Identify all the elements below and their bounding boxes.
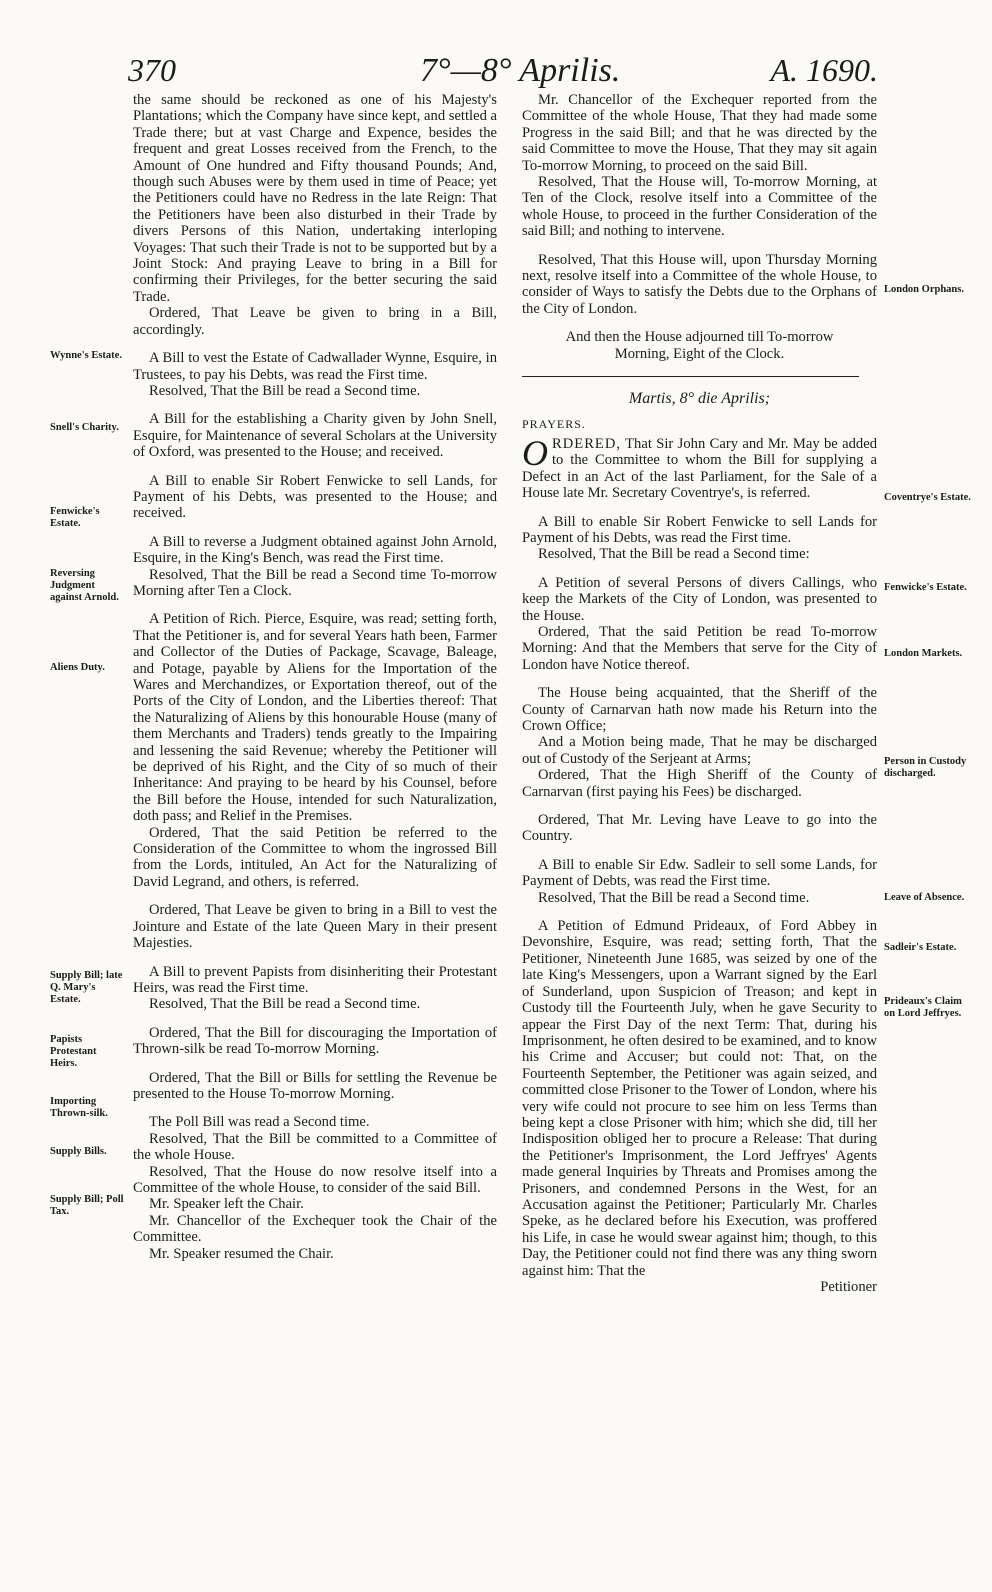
margin-note: Fenwicke's Estate. <box>884 582 967 593</box>
margin-note: Supply Bills. <box>50 1146 107 1157</box>
paragraph: Mr. Speaker left the Chair. <box>149 1196 304 1213</box>
page-header <box>120 52 890 96</box>
margin-note: Sadleir's Estate. <box>884 942 957 953</box>
paragraph: A Bill to reverse a Judgment obtained against John Arnold, Esquire, in the King's Bench, was read the First time. <box>133 533 497 567</box>
margin-note: Aliens Duty. <box>50 662 105 673</box>
page-number: 370 <box>128 52 176 88</box>
ordered-text: That Sir John Cary and Mr. May be added to the Committee to whom the Bill for supplying a Defect in an Act of the last Parliament, for the Sale of a House late Mr. Secretary Coventrye's, is referred. <box>522 435 877 502</box>
margin-note: Fenwicke's Estate. <box>50 506 100 529</box>
prayers-label: PRAYERS. <box>522 416 586 431</box>
margin-note: Importing Thrown-silk. <box>50 1096 108 1119</box>
paragraph: Resolved, That the Bill be committed to a Committee of the whole House. <box>133 1130 497 1164</box>
paragraph: Resolved, That this House will, upon Thursday Morning next, resolve itself into a Committee of the whole House, to consider of Ways to satisfy the Debts due to the Orphans of the City of London. <box>522 251 877 317</box>
paragraph: Resolved, That the Bill be read a Second time To-morrow Morning after Ten a Clock. <box>133 566 497 599</box>
margin-note: London Markets. <box>884 648 963 659</box>
paragraph: A Bill to prevent Papists from disinheriting their Protestant Heirs, was read the First time. <box>133 963 497 996</box>
paragraph: Mr. Chancellor of the Exchequer reported from the Committee of the whole House, That they had made some Progress in the said Bill; and that he was directed by the said Committee to move the House, That they may sit again To-morrow Morning, to proceed on the said Bill. <box>522 92 877 174</box>
adjournment: And then the House adjourned till To-morrow Morning, Eight of the Clock. <box>565 329 834 362</box>
right-column <box>522 92 877 1295</box>
page-date: 7°—8° Aprilis. <box>420 52 621 89</box>
catchword: Petitioner <box>820 1279 877 1295</box>
paragraph: Resolved, That the Bill be read a Second time. <box>149 382 421 399</box>
ordered-caps: RDERED, <box>552 435 622 452</box>
paragraph: A Petition of Edmund Prideaux, of Ford Abbey in Devonshire, Esquire, was read; setting forth, That the Petitioner, Nineteenth June 1685, was seized by one of the late King's Messengers, upon a Warrant signed by the Earl of Sunderland, upon Suspicion of Treason; and kept in Custody till the Fourteenth July, when he gave Security to appear the First Day of the next Term: That, during his Imprisonment, he often desired to be examined, and to know his Crime and Accuser; but could not: That, on the Fourteenth September, the Petitioner was again seized, and committed close Prisoner to the Tower of London, where his very wife could not procure to see him on less Terms than being kept a close Prisoner with him; which she did, till her Indisposition obliged her to procure a Release: That during the Petitioner's Imprisonment, the Lord Jeffryes' Agents made general Inquiries by Threats and Promises among the Prisoners, and condemned Persons in the West, for an Accusation against the Petitioner; Particularly Mr. Charles Speke, as he declared before his Execution, was proffered his Life, in case he would swear against him; though, to this Day, the Petitioner could not find there was any thing sworn against him: That the <box>522 918 877 1279</box>
margin-note: Snell's Charity. <box>50 422 119 433</box>
day-heading: Martis, 8° die Aprilis; <box>628 390 771 408</box>
paragraph: The Poll Bill was read a Second time. <box>149 1114 370 1131</box>
paragraph: Mr. Speaker resumed the Chair. <box>149 1245 334 1262</box>
margin-note: Leave of Absence. <box>884 892 965 903</box>
paragraph: Ordered, That the said Petition be read To-morrow Morning: And that the Members that serve for the City of London have Notice thereof. <box>522 623 877 673</box>
paragraph: A Bill for the establishing a Charity given by John Snell, Esquire, for Maintenance of several Scholars at the University of Oxford, was presented to the House; and received. <box>133 411 497 461</box>
paragraph: The House being acquainted, that the Sheriff of the County of Carnarvan hath now made his Return into the Crown Office; <box>522 685 877 734</box>
paragraph: Resolved, That the Bill be read a Second time. <box>149 996 421 1013</box>
left-column <box>133 92 497 1262</box>
paragraph: A Petition of Rich. Pierce, Esquire, was read; setting forth, That the Petitioner is, and for several Years hath been, Farmer and Collector of the Duties of Package, Scavage, Baleage, and Potage, payable by Aliens for the Importation of the Wares and Merchandizes, or Exportation thereof, out of the Ports of the City of London, and the Liberties thereof: That the Naturalizing of Aliens by this honourable House (many of them Merchants and Traders) tends greatly to the Impairing and lessening the said Revenue; whereby the Petitioner will be deprived of his Right, and the City of so much of their Inheritance: And praying to be heard by his Counsel, before the Bill before the House, intended for such Naturalization, doth pass; and Relief in the Premises. <box>133 611 497 825</box>
paragraph <box>522 432 877 502</box>
paragraph: A Bill to vest the Estate of Cadwallader Wynne, Esquire, in Trustees, to pay his Debts, was read the First time. <box>133 350 497 383</box>
paragraph: A Bill to enable Sir Edw. Sadleir to sell some Lands, for Payment of Debts, was read the First time. <box>522 856 877 890</box>
margin-note: Wynne's Estate. <box>50 350 122 361</box>
paragraph: Ordered, That the Bill or Bills for settling the Revenue be presented to the House To-morrow Morning. <box>133 1069 497 1102</box>
paragraph: the same should be reckoned as one of his Majesty's Plantations; which the Company have since kept, and settled a Trade there; but at vast Charge and Expence, besides the frequent and great Losses received from the French, to the Amount of One hundred and Fifty thousand Pounds; And, though such Abuses were by them used in time of Peace; yet the Petitioners could have no Redress in the late Reign: That the Petitioners have been also disturbed in their Trade by divers Persons of this Nation, undertaking interloping Voyages: That such their Trade is not to be supported but by a Joint Stock: And praying Leave to bring in a Bill for confirming their Privileges, for the better securing the said Trade. <box>133 92 497 305</box>
margin-note: London Orphans. <box>884 284 964 295</box>
margin-note: Supply Bill; Poll Tax. <box>50 1194 124 1217</box>
paragraph: Resolved, That the Bill be read a Second time. <box>538 889 810 906</box>
page-year: A. 1690. <box>770 52 878 88</box>
paragraph: Mr. Chancellor of the Exchequer took the Chair of the Committee. <box>133 1212 497 1246</box>
margin-note: Supply Bill; late Q. Mary's Estate. <box>50 970 123 1005</box>
paragraph: A Bill to enable Sir Robert Fenwicke to sell Lands, for Payment of his Debts, was presented to the House; and received. <box>133 472 497 522</box>
paragraph: And a Motion being made, That he may be discharged out of Custody of the Serjeant at Arms; <box>522 734 877 767</box>
margin-note: Reversing Judgment against Arnold. <box>50 568 119 603</box>
margin-note: Person in Custody discharged. <box>884 756 967 779</box>
paragraph: Resolved, That the House will, To-morrow Morning, at Ten of the Clock, resolve itself into a Committee of the whole House, to proceed in the further Consideration of the said Bill; and nothing to intervene. <box>522 174 877 240</box>
paragraph: Ordered, That the High Sheriff of the County of Carnarvan (first paying his Fees) be discharged. <box>522 767 877 800</box>
margin-note: Coventrye's Estate. <box>884 492 971 503</box>
paragraph: Resolved, That the Bill be read a Second time: <box>538 546 810 563</box>
paragraph: Ordered, That Leave be given to bring in a Bill, accordingly. <box>133 305 497 338</box>
margin-note: Papists Protestant Heirs. <box>50 1034 97 1069</box>
paragraph: A Petition of several Persons of divers Callings, who keep the Markets of the City of London, was presented to the House. <box>522 574 877 624</box>
section-divider <box>522 376 859 377</box>
paragraph: Ordered, That the said Petition be referred to the Consideration of the Committee to whom the ingrossed Bill from the Lords, intituled, An Act for the Naturalizing of David Legrand, and others, is referred. <box>133 824 497 890</box>
paragraph: Resolved, That the House do now resolve itself into a Committee of the whole House, to consider of the said Bill. <box>133 1163 497 1196</box>
paragraph: Ordered, That Mr. Leving have Leave to go into the Country. <box>522 812 877 845</box>
drop-cap: O <box>522 432 548 473</box>
paragraph: A Bill to enable Sir Robert Fenwicke to sell Lands for Payment of his Debts, was read the First time. <box>522 513 877 546</box>
paragraph: Ordered, That the Bill for discouraging the Importation of Thrown-silk be read To-morrow Morning. <box>133 1024 497 1058</box>
paragraph: Ordered, That Leave be given to bring in a Bill to vest the Jointure and Estate of the late Queen Mary in their present Majesties. <box>133 902 497 952</box>
margin-note: Prideaux's Claim on Lord Jeffryes. <box>884 996 962 1019</box>
